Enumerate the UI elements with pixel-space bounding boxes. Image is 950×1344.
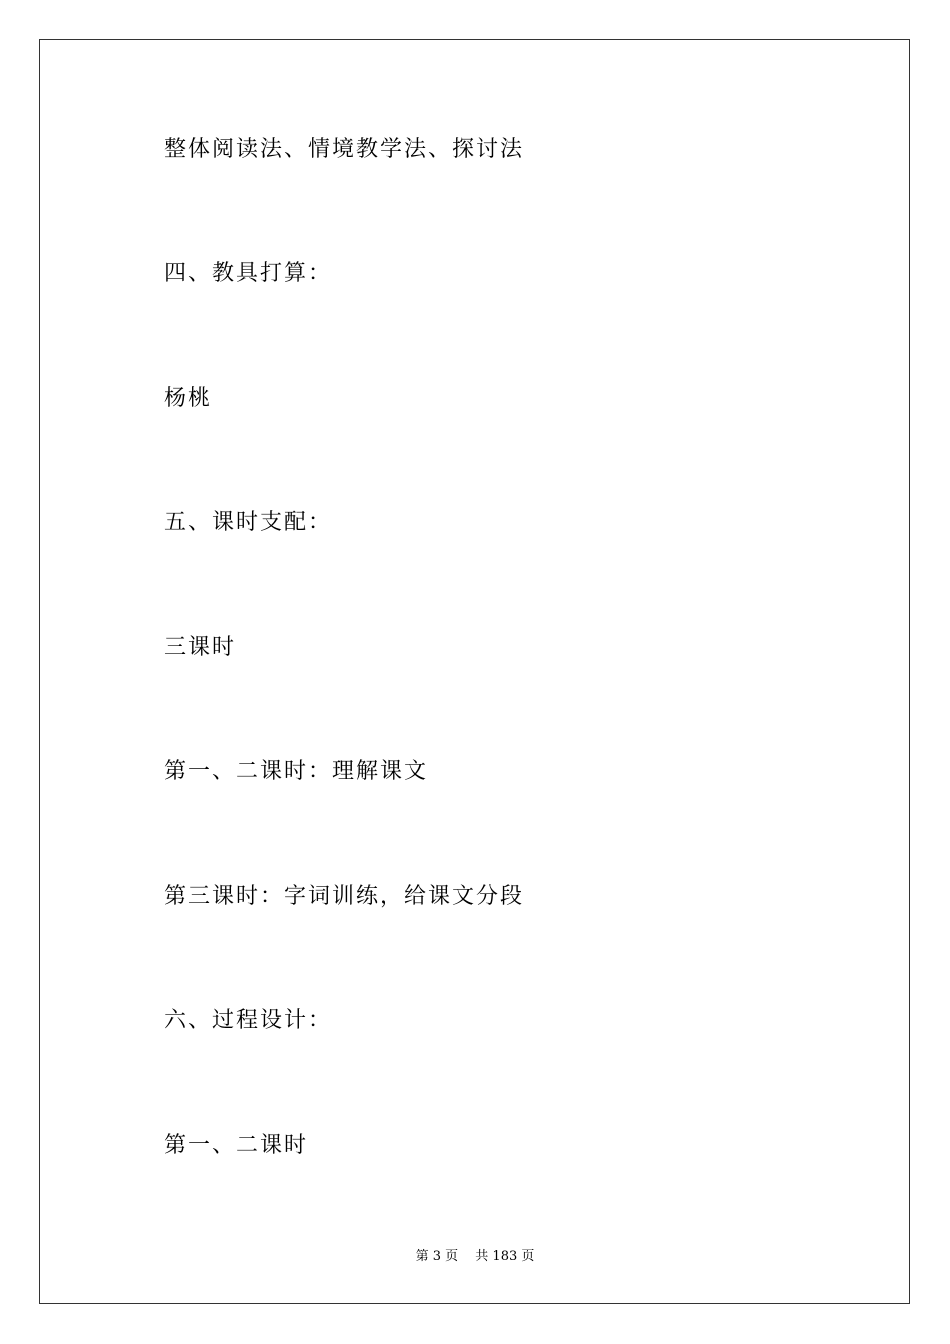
text-line-section-5-heading: 五、课时支配： [164, 510, 333, 535]
text-line-teaching-aids: 杨桃 [164, 386, 213, 411]
text-line-teaching-methods: 整体阅读法、情境教学法、探讨法 [164, 137, 525, 162]
text-line-section-6-heading: 六、过程设计： [164, 1008, 333, 1033]
text-line-section-4-heading: 四、教具打算： [164, 261, 333, 286]
text-line-lesson-count: 三课时 [164, 635, 237, 660]
text-line-lesson-3: 第三课时：字词训练，给课文分段 [164, 884, 525, 909]
page-number-footer: 第 3 页 共 183 页 [415, 1249, 535, 1264]
page-frame [39, 39, 910, 1304]
text-line-lesson-1-2-subheading: 第一、二课时 [164, 1133, 309, 1158]
text-line-lesson-1-2: 第一、二课时：理解课文 [164, 759, 429, 784]
